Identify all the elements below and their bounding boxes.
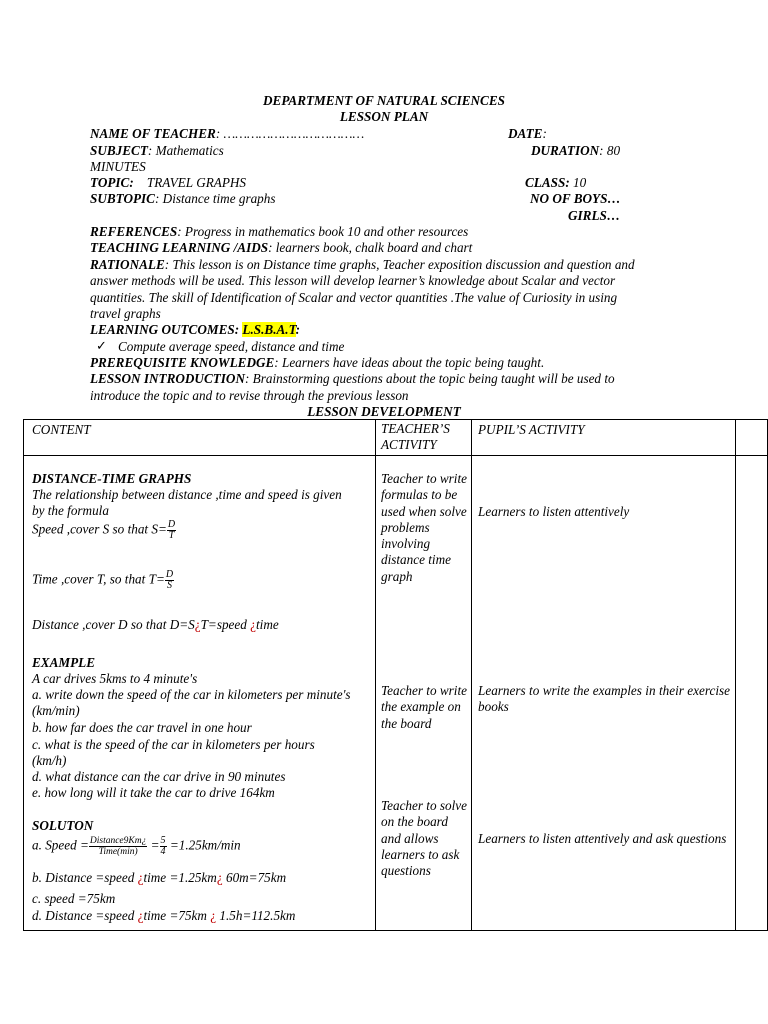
duration-unit: MINUTES <box>90 159 146 174</box>
teacher-label: NAME OF TEACHER <box>90 126 216 141</box>
prereq-value: : Learners have ideas about the topic being taught. <box>274 355 545 370</box>
col-divider <box>735 420 736 930</box>
solution-a-numerator: Distance9Km¿ <box>89 836 147 846</box>
distance-formula-b: T=speed <box>200 617 247 632</box>
speed-denominator: T <box>168 530 175 541</box>
intro-label: LESSON INTRODUCTION <box>90 371 245 386</box>
example-line: b. how far does the car travel in one hour <box>32 720 252 735</box>
date-value: : <box>542 126 547 141</box>
solution-a-prefix: a. Speed = <box>32 837 89 853</box>
prereq-row <box>90 355 544 371</box>
solution-a <box>32 836 241 857</box>
speed-formula-text: Speed ,cover S so that S= <box>32 521 167 537</box>
solution-b-b: time =1.25km <box>143 870 217 885</box>
pupil-activity-1: Learners to listen attentively <box>478 504 630 519</box>
example-line: e. how long will it take the car to drive 164km <box>32 785 275 800</box>
time-formula <box>32 570 174 591</box>
solution-d-b: time =75km <box>143 908 207 923</box>
solution-d-a: d. Distance =speed <box>32 908 135 923</box>
solution-d-c: 1.5h=112.5km <box>219 908 296 923</box>
solution-b-c: 60m=75km <box>225 870 287 885</box>
example-line: a. write down the speed of the car in kilometers per minute's <box>32 687 351 702</box>
girls-label: GIRLS… <box>568 208 621 223</box>
rationale-line-3: quantities. The skill of Identification of Scalar and vector quantities .The value of Curiosity in using <box>90 290 618 305</box>
boys-label: NO OF BOYS… <box>530 191 621 206</box>
topic-label: TOPIC: <box>90 175 134 190</box>
intro-value: : Brainstorming questions about the topic being taught will be used to <box>244 371 615 386</box>
time-fraction <box>165 570 174 591</box>
solution-a-value-fraction <box>160 836 167 857</box>
lesson-table <box>23 419 768 931</box>
col-divider <box>375 420 376 930</box>
solution-a-equals: = <box>150 837 160 853</box>
prereq-label: PREREQUISITE KNOWLEDGE <box>90 355 275 370</box>
teacher-activity-1: Teacher to write formulas to be used when solve problems involving distance time graph <box>381 471 467 584</box>
duration-label: DURATION <box>531 143 600 158</box>
header-teacher-line2: ACTIVITY <box>381 437 437 453</box>
solution-b <box>32 870 286 886</box>
subtopic-label: SUBTOPIC <box>90 191 155 206</box>
outcomes-label: LEARNING OUTCOMES: <box>90 322 240 337</box>
teacher-activity-3: Teacher to solve on the board and allows learners to ask questions <box>381 798 467 879</box>
header-teacher <box>381 421 450 454</box>
speed-formula <box>32 520 176 541</box>
checkmark-icon: ✓ <box>96 338 108 353</box>
outcomes-highlight: L.S.B.A.T <box>242 322 296 337</box>
aids-value: : learners book, chalk board and chart <box>268 240 473 255</box>
aids-row <box>90 240 472 256</box>
time-denominator: S <box>166 580 172 591</box>
distance-formula-c: time <box>256 617 279 632</box>
teacher-row <box>90 126 364 142</box>
class-value: 10 <box>573 175 587 190</box>
department-title: DEPARTMENT OF NATURAL SCIENCES <box>263 93 505 108</box>
example-line: A car drives 5kms to 4 minute's <box>32 671 198 686</box>
references-row <box>90 224 468 240</box>
col-divider <box>471 420 472 930</box>
aids-label: TEACHING LEARNING /AIDS <box>90 240 269 255</box>
outcome-item: Compute average speed, distance and time <box>118 339 345 354</box>
teacher-value: : ……………………………… <box>215 126 365 141</box>
example-line: c. what is the speed of the car in kilometers per hours <box>32 737 315 752</box>
subtopic-value: : Distance time graphs <box>154 191 276 206</box>
solution-c: c. speed =75km <box>32 891 116 906</box>
speed-numerator: D <box>167 519 176 530</box>
class-label: CLASS: <box>525 175 570 190</box>
subject-value: : Mathematics <box>147 143 224 158</box>
subject-row <box>90 143 224 159</box>
distance-formula-a: Distance ,cover D so that D=S <box>32 617 195 632</box>
header-divider <box>24 455 767 456</box>
distance-formula <box>32 617 279 633</box>
header-pupil: PUPIL’S ACTIVITY <box>478 422 585 437</box>
pupil-activity-3: Learners to listen attentively and ask questions <box>478 831 727 846</box>
glyph-mark: ¿ <box>137 870 144 885</box>
example-heading: EXAMPLE <box>32 655 96 670</box>
solution-a-denominator: Time(min) <box>98 847 138 857</box>
relationship-line-1: The relationship between distance ,time and speed is given <box>32 487 342 502</box>
solution-a-value-num: 5 <box>160 835 166 846</box>
duration-value: : 80 <box>599 143 621 158</box>
rationale-label: RATIONALE <box>90 257 165 272</box>
subtopic-row <box>90 191 276 207</box>
outcomes-row <box>90 322 300 338</box>
rationale-line-2: answer methods will be used. This lesson will develop learner’s knowledge about Scalar and vector <box>90 273 616 288</box>
topic-value: TRAVEL GRAPHS <box>146 175 247 190</box>
intro-line-2: introduce the topic and to revise through the previous lesson <box>90 388 409 403</box>
example-line: (km/h) <box>32 753 67 768</box>
solution-a-fraction <box>89 836 147 857</box>
intro-row <box>90 371 615 387</box>
teacher-activity-2: Teacher to write the example on the board <box>381 683 467 731</box>
solution-a-result: =1.25km/min <box>169 837 241 853</box>
glyph-mark: ¿ <box>194 617 201 632</box>
date-row <box>508 126 547 142</box>
header-content: CONTENT <box>32 422 91 437</box>
example-line: d. what distance can the car drive in 90 minutes <box>32 769 286 784</box>
relationship-line-2: by the formula <box>32 503 109 518</box>
glyph-mark: ¿ <box>137 908 144 923</box>
glyph-mark: ¿ <box>216 870 223 885</box>
speed-fraction <box>167 520 176 541</box>
time-numerator: D <box>165 569 174 580</box>
solution-heading: SOLUTON <box>32 818 94 833</box>
lesson-plan-title: LESSON PLAN <box>339 109 429 124</box>
class-row <box>525 175 586 191</box>
time-formula-text: Time ,cover T, so that T= <box>32 571 165 587</box>
rationale-line-4: travel graphs <box>90 306 161 321</box>
references-value: : Progress in mathematics book 10 and other resources <box>177 224 469 239</box>
solution-d <box>32 908 295 924</box>
date-label: DATE <box>508 126 543 141</box>
rationale-value: : This lesson is on Distance time graphs, Teacher exposition discussion and question and <box>164 257 635 272</box>
solution-a-value-den: 4 <box>160 846 166 857</box>
outcomes-colon: : <box>295 322 301 337</box>
pupil-activity-2: Learners to write the examples in their exercise books <box>478 683 730 715</box>
subject-label: SUBJECT <box>90 143 148 158</box>
content-heading: DISTANCE-TIME GRAPHS <box>32 471 192 486</box>
rationale-row <box>90 257 635 273</box>
development-title: LESSON DEVELOPMENT <box>307 404 461 419</box>
example-line: (km/min) <box>32 703 80 718</box>
header-teacher-line1: TEACHER’S <box>381 421 450 436</box>
references-label: REFERENCES <box>90 224 178 239</box>
duration-row <box>531 143 620 159</box>
solution-b-a: b. Distance =speed <box>32 870 135 885</box>
topic-row <box>90 175 246 191</box>
glyph-mark: ¿ <box>250 617 257 632</box>
glyph-mark: ¿ <box>210 908 217 923</box>
